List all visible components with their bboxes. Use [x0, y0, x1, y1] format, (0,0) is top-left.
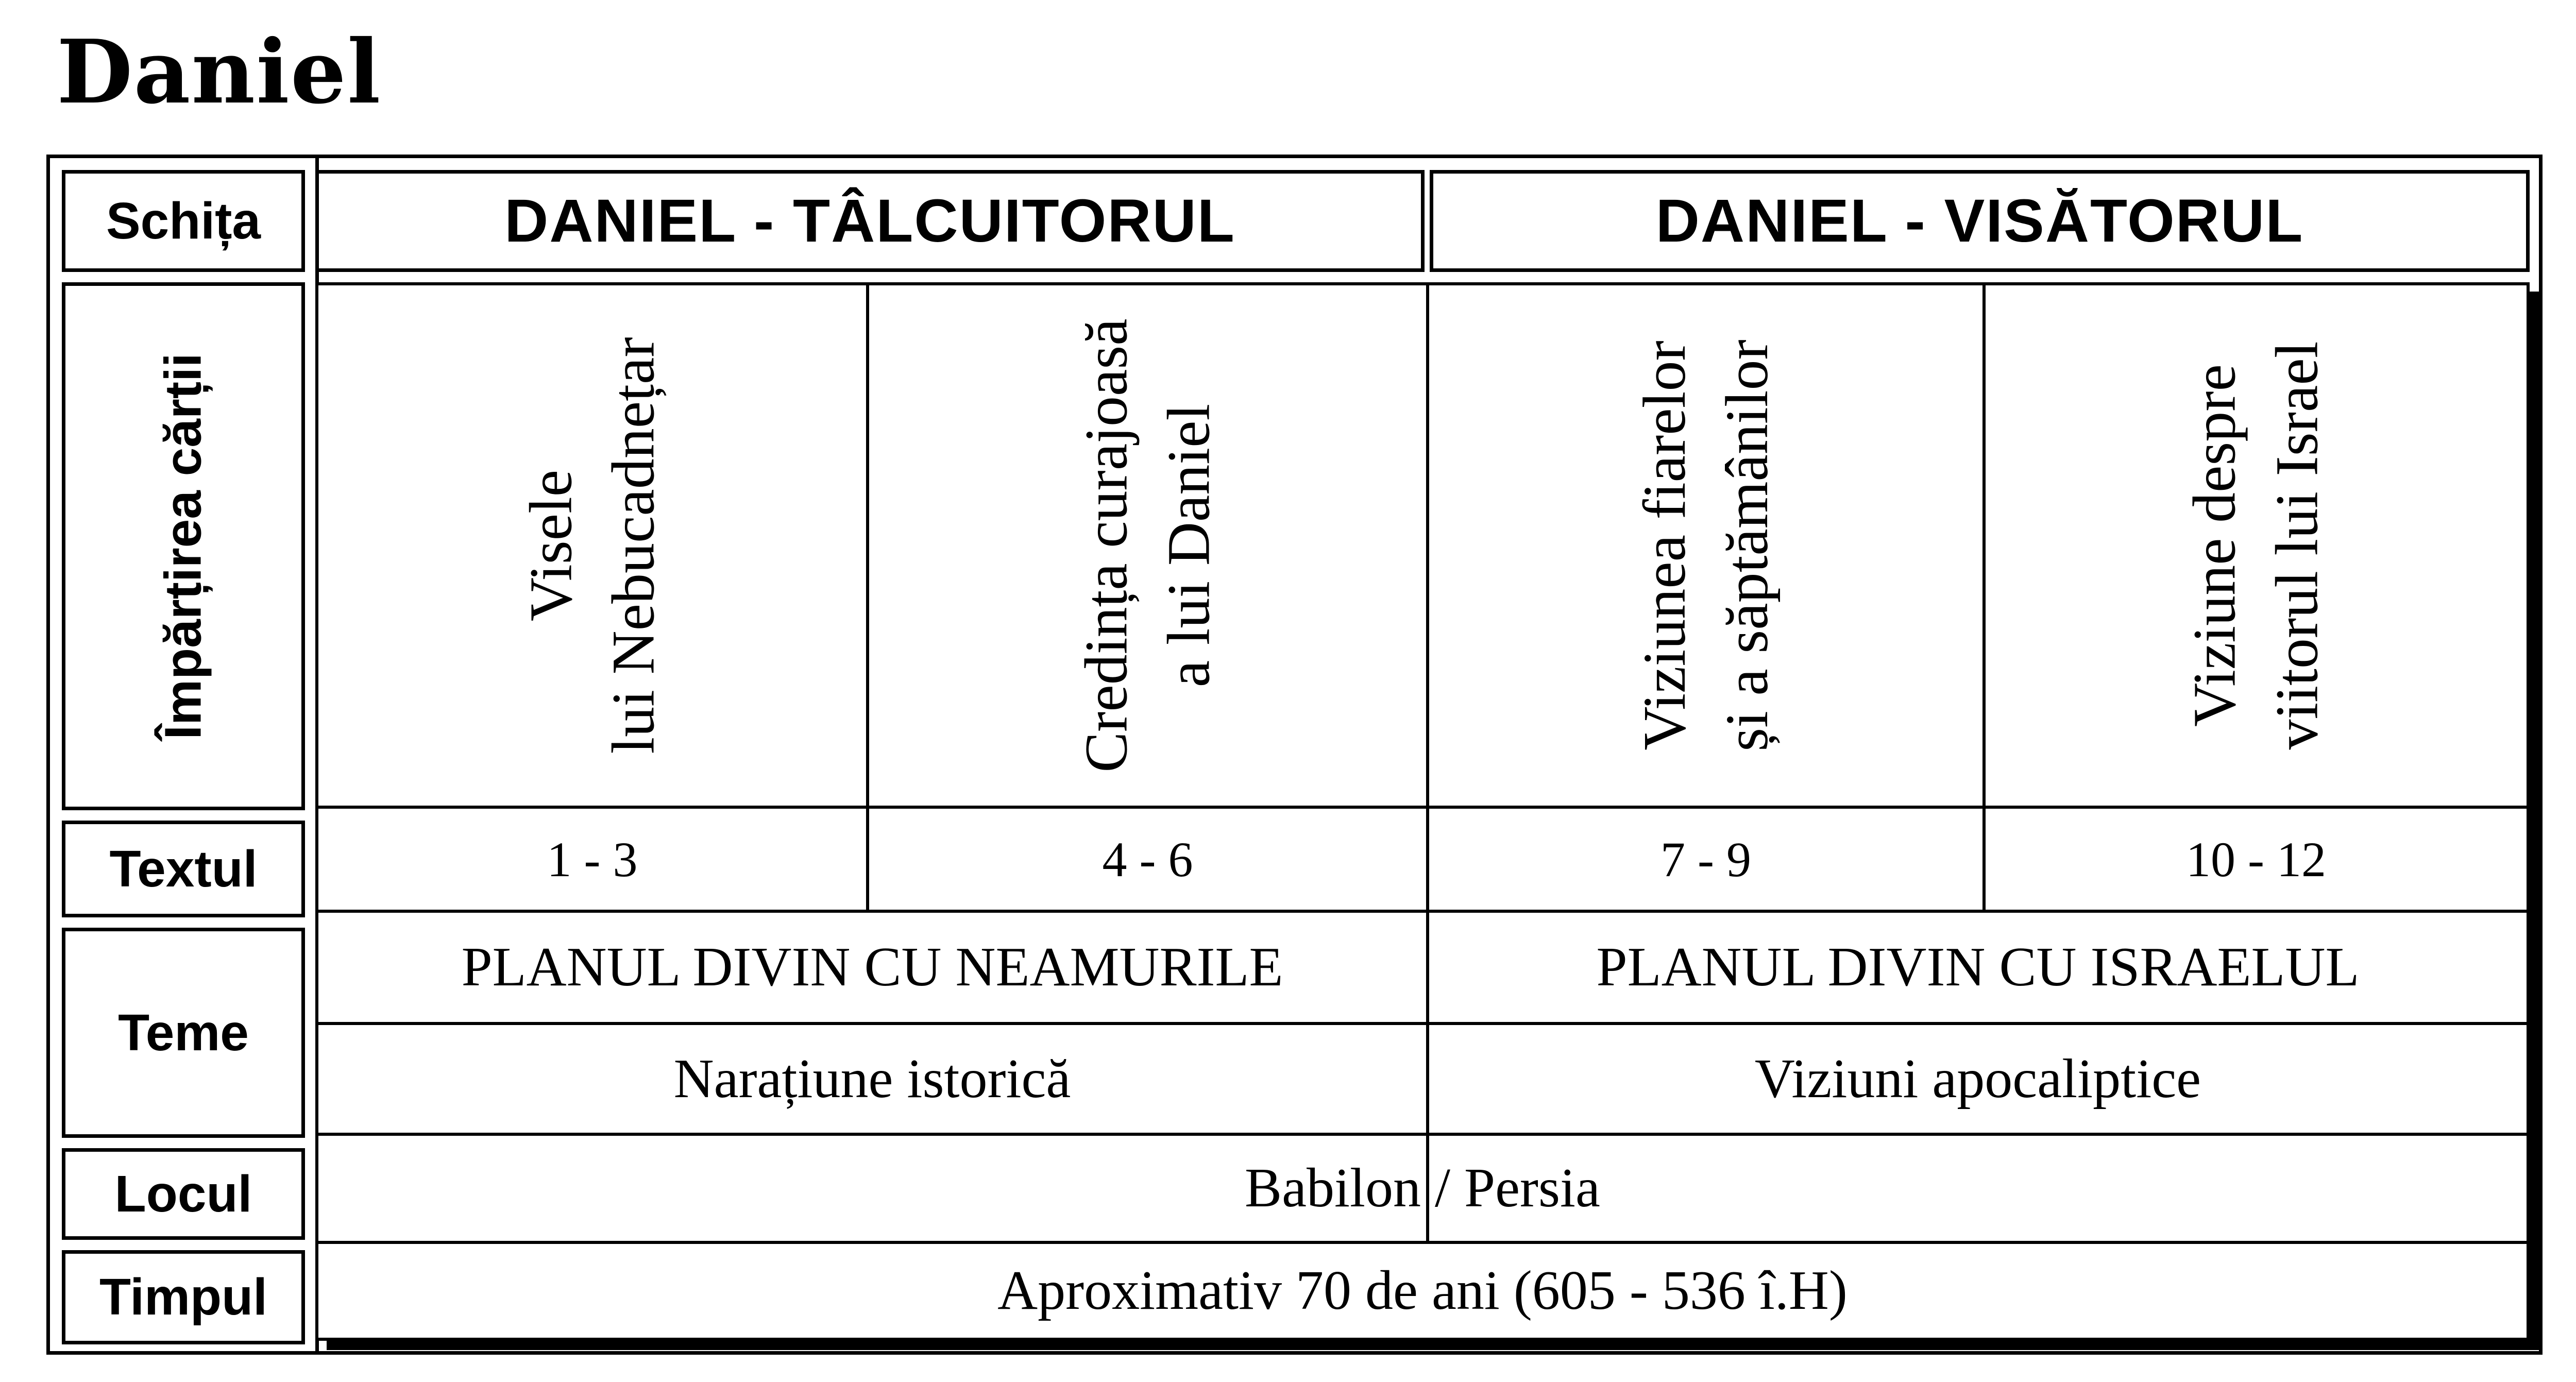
outline-grid — [315, 282, 2530, 1341]
locul-value: Babilon / Persia — [1245, 1157, 1600, 1219]
label-teme: Teme — [62, 928, 305, 1138]
label-textul: Textul — [62, 821, 305, 917]
page-title: Daniel — [57, 21, 382, 124]
text-range-cell: 4 - 6 — [1102, 831, 1193, 887]
division-cell: Visele lui Nebucadnețar — [517, 337, 667, 754]
text-range-cell: 1 - 3 — [547, 831, 638, 887]
header-visatorul: DANIEL - VISĂTORUL — [1430, 170, 2530, 272]
header-talcuitorul: DANIEL - TÂLCUITORUL — [315, 170, 1425, 272]
division-cell: Viziune despre viitorul lui Israel — [2180, 341, 2331, 750]
division-cell: Viziunea fiarelor și a săptămânilor — [1631, 339, 1781, 752]
label-timpul: Timpul — [62, 1250, 305, 1344]
theme-genre-right: Viziuni apocaliptice — [1754, 1048, 2201, 1110]
theme-genre-left: Narațiune istorică — [673, 1048, 1071, 1110]
text-range-cell: 10 - 12 — [2186, 831, 2326, 887]
timpul-value: Aproximativ 70 de ani (605 - 536 î.H) — [997, 1260, 1848, 1321]
theme-plan-left: PLANUL DIVIN CU NEAMURILE — [461, 936, 1283, 998]
theme-plan-right: PLANUL DIVIN CU ISRAELUL — [1596, 936, 2360, 998]
text-range-cell: 7 - 9 — [1660, 831, 1751, 887]
label-locul: Locul — [62, 1148, 305, 1240]
label-schita: Schița — [62, 170, 305, 272]
label-impartirea: Împărțirea cărții — [62, 282, 305, 810]
division-cell: Credința curajoasă a lui Daniel — [1072, 318, 1223, 773]
